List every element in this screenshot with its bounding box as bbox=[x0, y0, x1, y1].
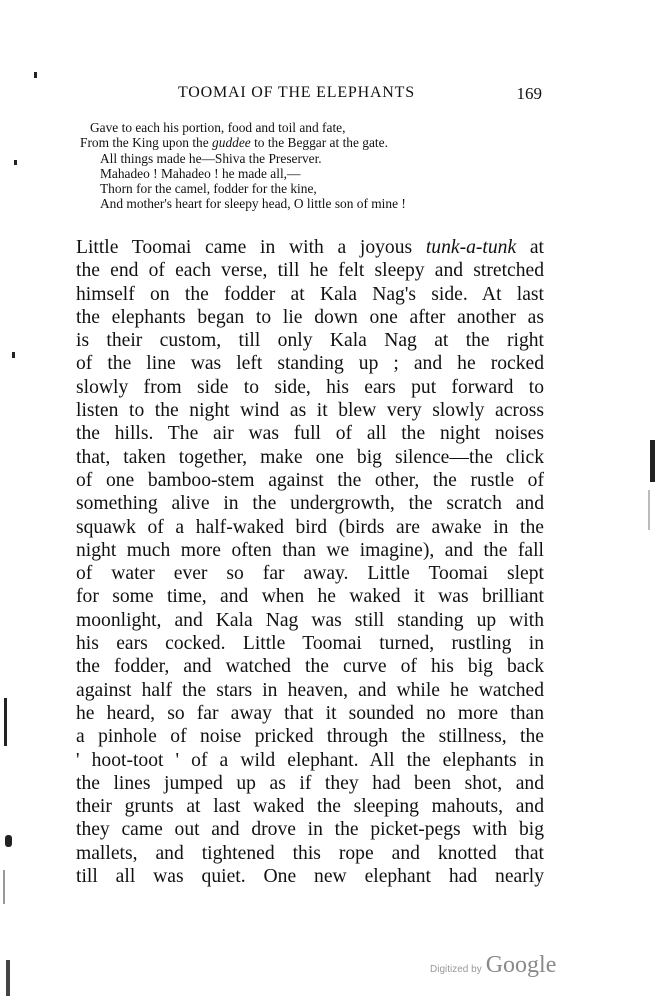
verse-text: From the King upon the bbox=[80, 135, 213, 151]
verse-text: to the Beggar at the gate. bbox=[250, 135, 388, 151]
text-line: slowly from side to side, his ears put forward to bbox=[76, 376, 544, 398]
scan-mark bbox=[5, 835, 12, 847]
verse-line: Mahadeo ! Mahadeo ! he made all,— bbox=[100, 165, 301, 181]
text-line: till all was quiet. One new elephant had nearly bbox=[76, 866, 544, 888]
text-line: their grunts at last waked the sleeping mahouts, and bbox=[76, 796, 544, 818]
text-line: listen to the night wind as it blew very slowly across bbox=[76, 400, 544, 422]
scan-mark bbox=[6, 960, 10, 996]
verse-line: Gave to each his portion, food and toil and fate, bbox=[90, 120, 346, 135]
text-line: something alive in the undergrowth, the scratch and bbox=[76, 493, 544, 515]
text-line: ' hoot-toot ' of a wild elephant. All the elephants in bbox=[76, 749, 544, 771]
text-line: for some time, and when he waked it was brilliant bbox=[76, 586, 544, 608]
scan-mark bbox=[650, 440, 655, 482]
page-number: 169 bbox=[516, 84, 542, 103]
running-header bbox=[80, 84, 542, 110]
scan-mark bbox=[3, 870, 5, 904]
text-line: they came out and drove in the picket-pegs with big bbox=[76, 819, 544, 841]
text-line: he heard, so far away that it sounded no more than bbox=[76, 702, 544, 724]
text-line: moonlight, and Kala Nag was still standing up with bbox=[76, 609, 544, 631]
text-line: squawk of a half-waked bird (birds are awake in the bbox=[76, 516, 544, 538]
text-line: himself on the fodder at Kala Nag's side. At last bbox=[76, 283, 544, 305]
text-run: at bbox=[516, 237, 544, 258]
watermark-prefix: Digitized by bbox=[430, 964, 482, 975]
text-line: mallets, and tightened this rope and knotted that bbox=[76, 842, 544, 864]
text-line: against half the stars in heaven, and while he watched bbox=[76, 679, 544, 701]
verse-italic-word: guddee bbox=[212, 135, 251, 151]
text-line: the elephants began to lie down one after another as bbox=[76, 306, 544, 328]
text-line: of one bamboo-stem against the other, the rustle of bbox=[76, 469, 544, 491]
verse-line: All things made he—Shiva the Preserver. bbox=[100, 150, 322, 166]
verse-line: Thorn for the camel, fodder for the kine, bbox=[100, 181, 317, 197]
scan-mark bbox=[14, 160, 17, 165]
text-line: the end of each verse, till he felt sleepy and stretched bbox=[76, 260, 544, 282]
italic-word: tunk-a-tunk bbox=[425, 237, 517, 258]
text-line: the hills. The air was full of all the night noises bbox=[76, 423, 544, 445]
text-line: the lines jumped up as if they had been shot, and bbox=[76, 772, 544, 794]
text-line: is their custom, till only Kala Nag at the right bbox=[76, 330, 544, 352]
text-line: night much more often than we imagine), and the fall bbox=[76, 539, 544, 561]
scan-mark bbox=[4, 698, 7, 746]
scan-mark bbox=[648, 490, 650, 530]
text-line: that, taken together, make one big silence—the click bbox=[76, 446, 544, 468]
verse-line: And mother's heart for sleepy head, O little son of mine ! bbox=[100, 196, 406, 212]
text-line: the fodder, and watched the curve of his big back bbox=[76, 656, 544, 678]
running-title: TOOMAI OF THE ELEPHANTS bbox=[178, 84, 415, 101]
text-line: of water ever so far away. Little Toomai slept bbox=[76, 563, 544, 585]
watermark bbox=[430, 952, 556, 979]
text-line: a pinhole of noise pricked through the stillness, the bbox=[76, 726, 544, 748]
body-text bbox=[76, 236, 544, 888]
verse-line bbox=[80, 135, 550, 150]
text-line: of the line was left standing up ; and he rocked bbox=[76, 353, 544, 375]
watermark-logo: Google bbox=[485, 952, 557, 978]
scan-mark bbox=[34, 72, 37, 78]
text-line bbox=[76, 236, 544, 259]
scan-mark bbox=[12, 352, 15, 358]
text-line: his ears cocked. Little Toomai turned, rustling in bbox=[76, 633, 544, 655]
verse-block bbox=[80, 120, 550, 212]
text-run: Little Toomai came in with a joyous bbox=[76, 237, 426, 258]
